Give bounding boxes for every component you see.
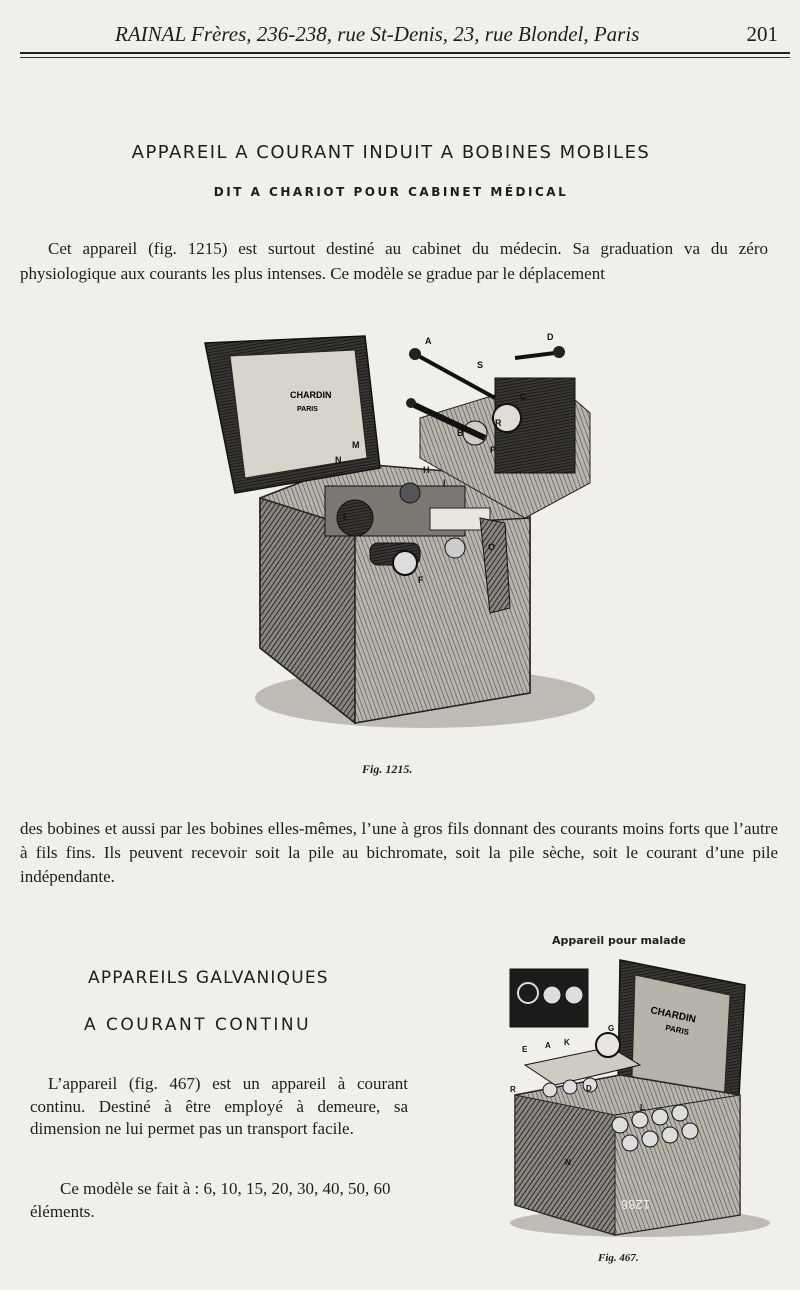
section2-title-line1: APPAREILS GALVANIQUES [88,968,329,988]
figure-1215-letter: P [490,445,497,455]
figure-1215-letter: F [418,575,424,585]
figure-467-label: Appareil pour malade [552,934,686,947]
figure-467-box-label-2: PARIS [664,1023,690,1037]
section2-title-line2: A COURANT CONTINU [84,1015,312,1035]
figure-1215-letter: R [495,418,502,428]
figure-467-letter: D [586,1084,592,1093]
figure-467-letter: E [522,1045,528,1054]
figure-1215-illustration [195,318,595,743]
figure-467-letter: K [564,1038,570,1047]
paragraph-intro [20,236,768,286]
figure-1215-letter: N [335,455,342,465]
figure-1215-letter: S [477,360,484,370]
figure-467-letter: L [640,1103,645,1112]
paragraph-intro-text: Cet appareil (fig. 1215) est surtout destiné au cabinet du médecin. Sa graduation va du zéro physiologique aux courants les plus intenses. Ce modèle se gradue par le déplacement [20,239,768,283]
header-rule-thin [20,57,790,58]
section-title: APPAREIL A COURANT INDUIT A BOBINES MOBILES [131,142,651,163]
figure-1215-box-label-2: PARIS [297,406,318,413]
figure-467-letter: N [565,1158,571,1167]
figure-1215-letter: E [343,512,350,522]
figure-467-letter: A [545,1041,551,1050]
section2-paragraph2 [30,1178,408,1223]
figure-467-box-number: 1286 [621,1197,650,1212]
figure-1215-letter: I [443,478,446,488]
figure-467-caption: Fig. 467. [598,1252,639,1264]
section-subtitle: DIT A CHARIOT POUR CABINET MÉDICAL [213,185,569,199]
figure-1215-letter: D [547,332,554,342]
figure-467-illustration [490,955,770,1240]
figure-1215-caption: Fig. 1215. [362,762,413,776]
section2-paragraph2-text: Ce modèle se fait à : 6, 10, 15, 20, 30, 40, 50, 60 éléments. [30,1179,391,1221]
figure-1215-letter: H [423,465,430,475]
figure-1215-letter: C [520,392,527,402]
figure-1215-letter: A [425,336,432,346]
figure-467-letter: R [510,1085,516,1094]
page-number: 201 [746,22,778,46]
figure-467-box-label-1: CHARDIN [649,1005,697,1026]
paragraph-continued: des bobines et aussi par les bobines elles-mêmes, l’une à gros fils donnant des courants moins forts que l’autre à fils fins. Ils peuvent recevoir soit la pile au bichromate, soit la pile sèche, soit le courant d’une pile indépendante. [20,819,778,886]
section2-paragraph1-text: L’appareil (fig. 467) est un appareil à courant continu. Destiné à être employé à demeure, sa dimension ne lui permet pas un transport facile. [30,1074,408,1138]
figure-1215-letter: O [488,542,496,552]
figure-467-letter: G [608,1024,615,1033]
section2-paragraph1 [30,1073,408,1141]
running-head-text: RAINAL Frères, 236-238, rue St-Denis, 23, rue Blondel, Paris [115,22,640,46]
figure-1215-letter: B [457,428,464,438]
header-rule-thick [20,52,790,54]
figure-1215-letter: M [352,440,360,450]
figure-1215-box-label-1: CHARDIN [290,390,332,400]
